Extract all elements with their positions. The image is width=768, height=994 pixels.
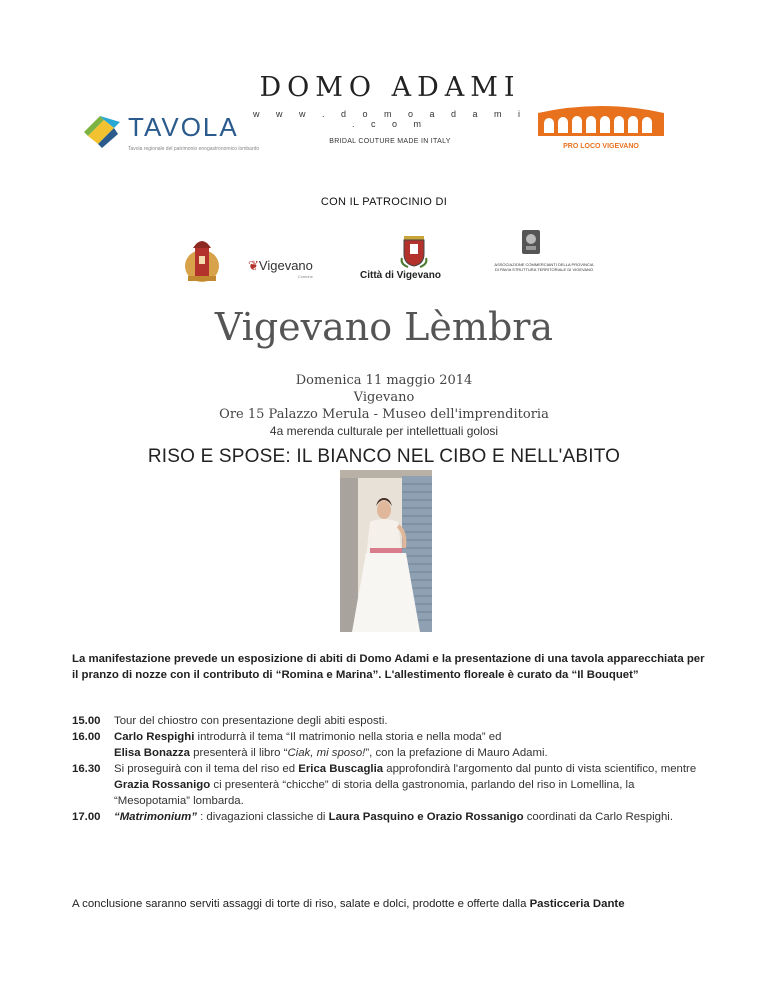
speaker-name: Carlo Respighi <box>114 731 195 743</box>
proloco-name: PRO LOCO VIGEVANO <box>563 143 639 150</box>
tavola-subtitle: Tavola regionale del patrimonio enogastronomico lombardo <box>128 146 260 152</box>
event-date: Domenica 11 maggio 2014 <box>295 373 473 388</box>
vigevano-sponsor-name: Vigevano <box>258 258 313 273</box>
citta-di-vigevano: Città di Vigevano <box>360 270 441 281</box>
proloco-logo <box>536 103 666 155</box>
association-text: ASSOCIAZIONE COMMERCIANTI DELLA PROVINCIA DI PAVIA STRUTTURA TERRITORIALE DI VIGEVANO <box>494 262 594 272</box>
program-list <box>72 713 712 825</box>
patrocinio-label: CON IL PATROCINIO DI <box>320 196 448 208</box>
event-subtitle: 4a merenda culturale per intellettuali golosi <box>269 424 499 438</box>
vigevano-sponsor <box>248 258 313 279</box>
speaker-name: Elisa Bonazza <box>114 747 190 759</box>
vigevano-sponsor-sub: Comune <box>297 274 313 279</box>
domo-adami-logo <box>250 72 530 145</box>
speaker-name: Grazia Rossanigo <box>114 779 211 791</box>
event-headline: RISO E SPOSE: IL BIANCO NEL CIBO E NELL'ABITO <box>147 446 621 467</box>
pasticceria-name: Pasticceria Dante <box>529 898 625 910</box>
association-crest-icon <box>520 228 542 258</box>
event-title: Vigevano Lèmbra <box>214 305 554 349</box>
bridge-icon <box>536 103 666 137</box>
city-crest-icon <box>399 228 429 268</box>
domo-adami-title: DOMO ADAMI <box>259 72 521 103</box>
event-city: Vigevano <box>353 390 415 405</box>
program-text: Tour del chiostro con presentazione degli abiti esposti. <box>114 715 388 727</box>
program-time: 16.30 <box>72 763 101 775</box>
vigevano-leaf-icon: ❦ <box>248 258 259 273</box>
program-text: “Matrimonium” : divagazioni classiche di Laura Pasquino e Orazio Rossanigo coordinati da Carlo Respighi. <box>114 811 673 823</box>
domo-adami-website: w w w . d o m o a d a m i . c o m <box>252 109 528 129</box>
tavola-logo <box>80 110 260 160</box>
book-title: Ciak, mi sposo! <box>287 747 366 759</box>
program-item <box>72 729 712 761</box>
tavola-name: TAVOLA <box>128 112 239 142</box>
program-item <box>72 809 712 825</box>
program-time: 17.00 <box>72 811 101 823</box>
speaker-name: Laura Pasquino e Orazio Rossanigo <box>328 811 524 823</box>
bride-photo <box>340 470 432 632</box>
program-item <box>72 761 712 809</box>
program-text: Carlo Respighi introdurrà il tema “Il matrimonio nella storia e nella moda” ed Elisa Bonazza presenterà il libro “Ciak, mi sposo!”, con la prefazione di Mauro Adami. <box>114 731 548 759</box>
tavola-mark-icon <box>80 112 126 152</box>
program-time: 16.00 <box>72 731 101 743</box>
program-time: 15.00 <box>72 715 101 727</box>
speaker-name: Erica Buscaglia <box>298 763 384 775</box>
program-text: Si proseguirà con il tema del riso ed Erica Buscaglia approfondirà l'argomento dal punto di vista scientifico, mentre Grazia Rossanigo ci presenterà “chicche” di storia della gastronomia, parlando del riso in Lomellina, la “Mesopotamia” lombarda. <box>114 763 697 807</box>
show-title: “Matrimonium” <box>114 811 197 823</box>
program-item <box>72 713 712 729</box>
tower-emblem-icon <box>182 236 222 286</box>
domo-adami-tagline: BRIDAL COUTURE MADE IN ITALY <box>329 138 451 145</box>
intro-paragraph: La manifestazione prevede un esposizione di abiti di Domo Adami e la presentazione di una tavola apparecchiata per il pranzo di nozze con il contributo di “Romina e Marina”. L'allestimento floreale è curato da “Il Bouquet” <box>72 653 705 681</box>
closing-text: A conclusione saranno serviti assaggi di torte di riso, salate e dolci, prodotte e offerte dalla Pasticceria Dante <box>72 898 625 910</box>
event-place: Ore 15 Palazzo Merula - Museo dell'imprenditoria <box>219 407 549 422</box>
